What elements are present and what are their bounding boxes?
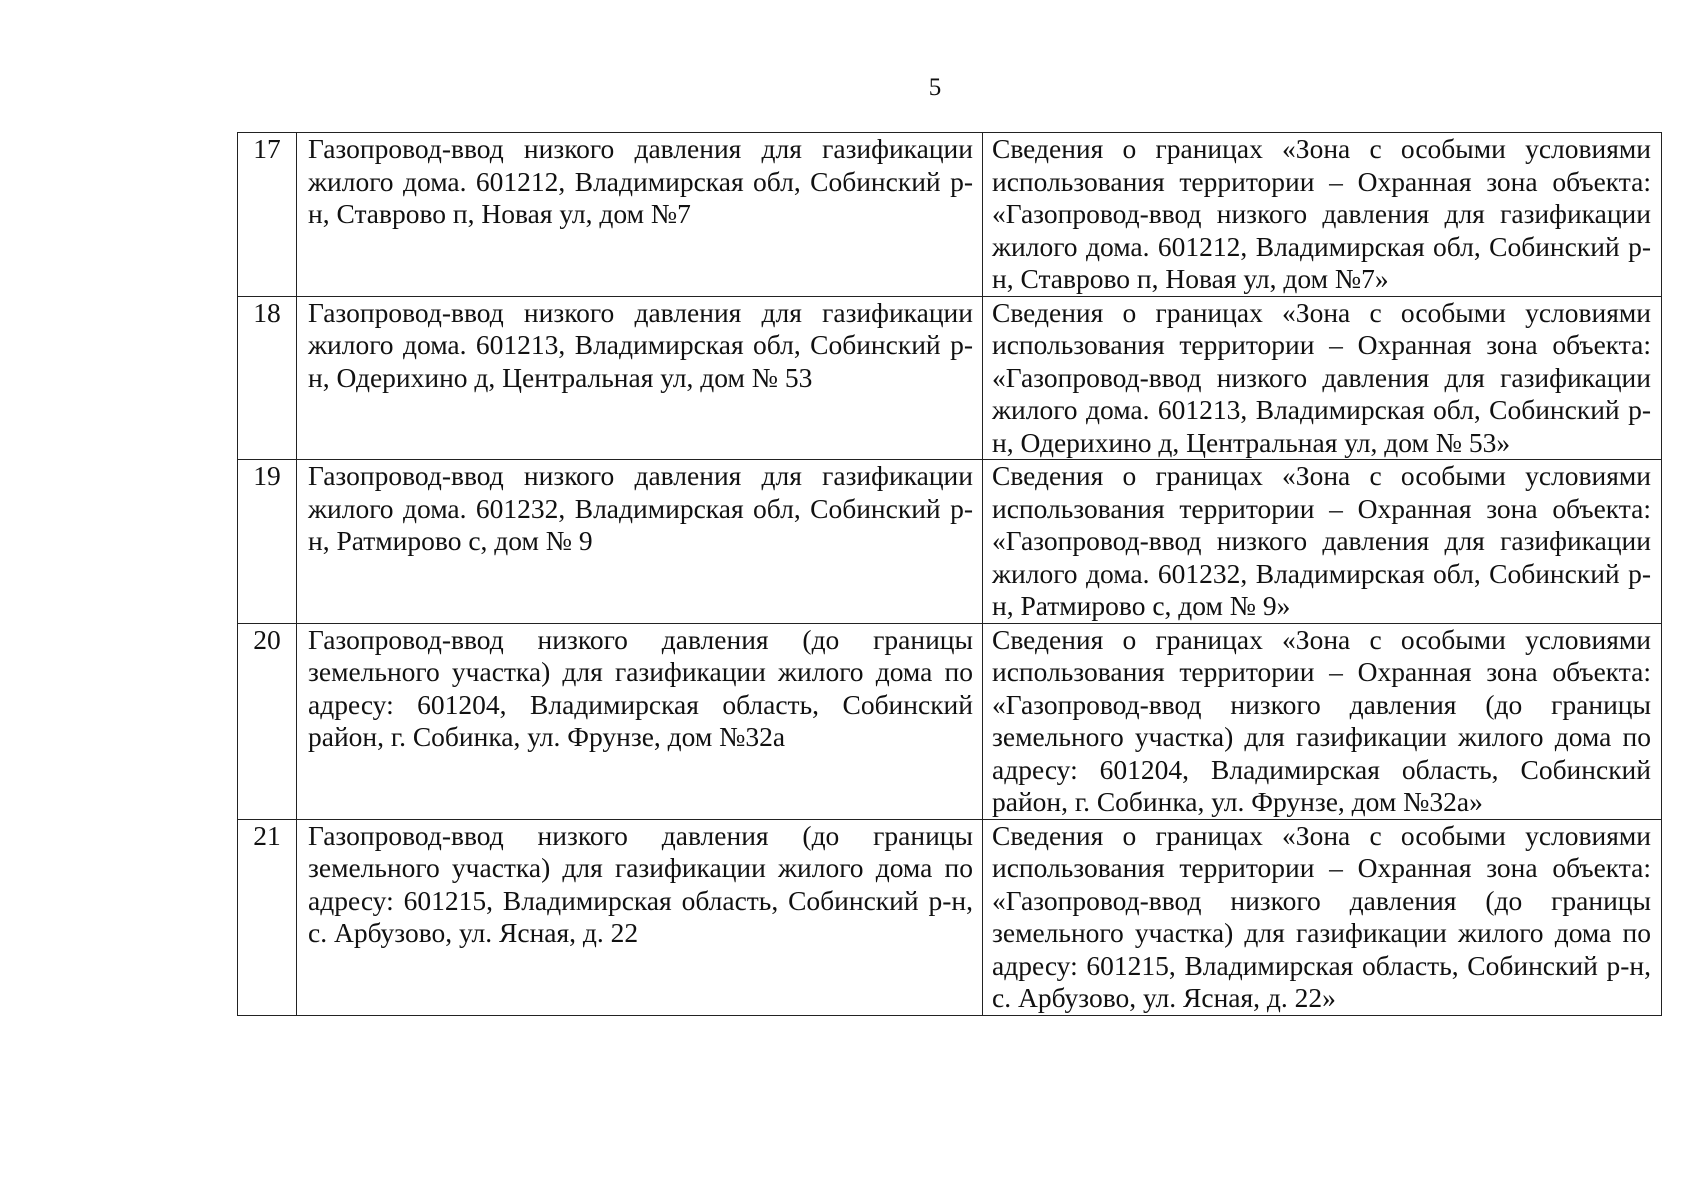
table-row (238, 460, 1662, 624)
zones-table (237, 132, 1662, 1016)
row-number: 21 (238, 819, 297, 1015)
row-number: 17 (238, 133, 297, 297)
zone-description: Сведения о границах «Зона с особыми условиями использования территории – Охранная зона объекта: «Газопровод-ввод низкого давления для газификации жилого дома. 601212, Владимирская обл, Собинский р-н, Ставрово п, Новая ул, дом №7» (983, 133, 1662, 297)
row-number: 20 (238, 623, 297, 819)
row-number: 18 (238, 296, 297, 460)
table-row (238, 819, 1662, 1015)
page-number: 5 (928, 74, 942, 101)
zone-description: Сведения о границах «Зона с особыми условиями использования территории – Охранная зона объекта: «Газопровод-ввод низкого давления для газификации жилого дома. 601213, Владимирская обл, Собинский р-н, Одерихино д, Центральная ул, дом № 53» (983, 296, 1662, 460)
table-row (238, 133, 1662, 297)
table-row (238, 623, 1662, 819)
zone-description: Сведения о границах «Зона с особыми условиями использования территории – Охранная зона объекта: «Газопровод-ввод низкого давления для газификации жилого дома. 601232, Владимирская обл, Собинский р-н, Ратмирово с, дом № 9» (983, 460, 1662, 624)
zone-description: Сведения о границах «Зона с особыми условиями использования территории – Охранная зона объекта: «Газопровод-ввод низкого давления (до границы земельного участка) для газификации жилого дома по адресу: 601204, Владимирская область, Собинский район, г. Собинка, ул. Фрунзе, дом №32а» (983, 623, 1662, 819)
object-name: Газопровод-ввод низкого давления (до границы земельного участка) для газификации жилого дома по адресу: 601204, Владимирская область, Собинский район, г. Собинка, ул. Фрунзе, дом №32а (297, 623, 983, 819)
object-name: Газопровод-ввод низкого давления для газификации жилого дома. 601213, Владимирская обл, Собинский р-н, Одерихино д, Центральная ул, дом № 53 (297, 296, 983, 460)
zone-description: Сведения о границах «Зона с особыми условиями использования территории – Охранная зона объекта: «Газопровод-ввод низкого давления (до границы земельного участка) для газификации жилого дома по адресу: 601215, Владимирская область, Собинский р-н, с. Арбузово, ул. Ясная, д. 22» (983, 819, 1662, 1015)
table-row (238, 296, 1662, 460)
object-name: Газопровод-ввод низкого давления для газификации жилого дома. 601212, Владимирская обл, Собинский р-н, Ставрово п, Новая ул, дом №7 (297, 133, 983, 297)
object-name: Газопровод-ввод низкого давления для газификации жилого дома. 601232, Владимирская обл, Собинский р-н, Ратмирово с, дом № 9 (297, 460, 983, 624)
row-number: 19 (238, 460, 297, 624)
object-name: Газопровод-ввод низкого давления (до границы земельного участка) для газификации жилого дома по адресу: 601215, Владимирская область, Собинский р-н, с. Арбузово, ул. Ясная, д. 22 (297, 819, 983, 1015)
